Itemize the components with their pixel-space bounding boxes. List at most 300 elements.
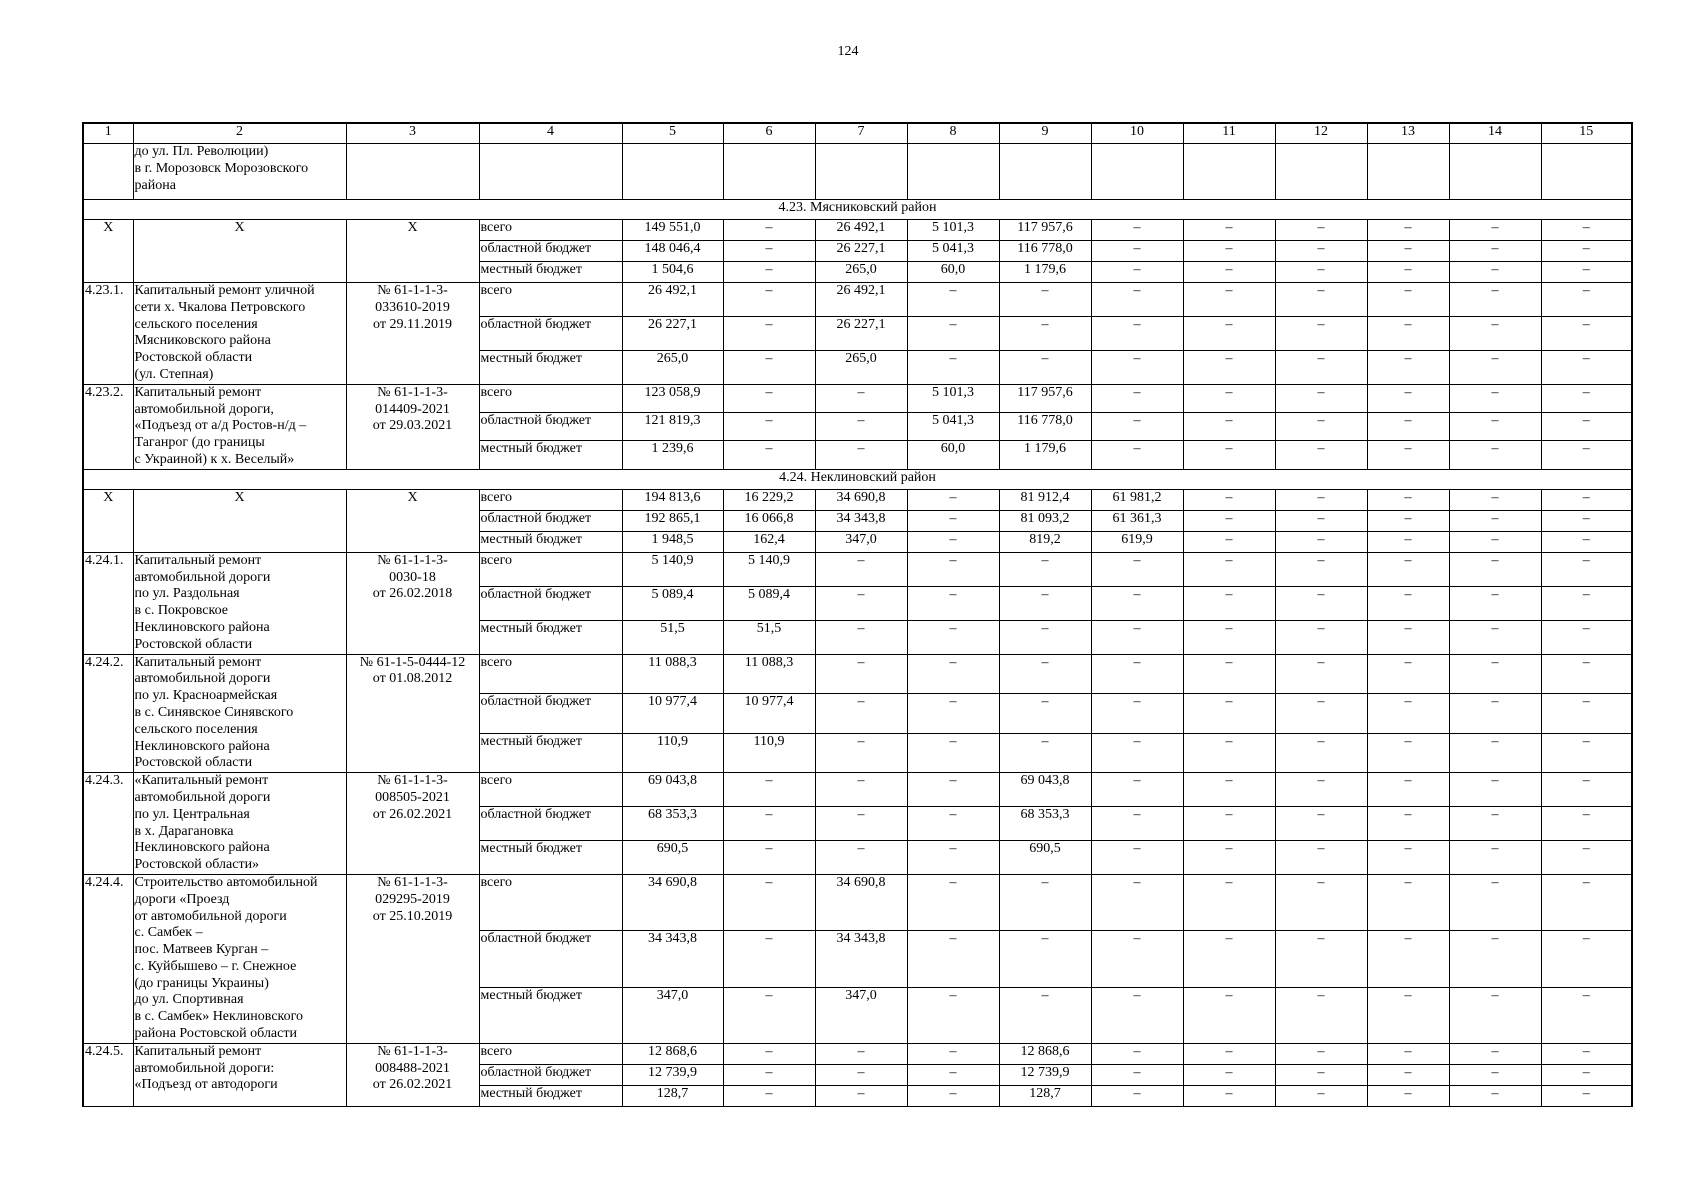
amount-cell: – [1091,987,1183,1043]
amount-cell: – [815,773,907,807]
amount-cell: – [1091,1043,1183,1064]
item-document: № 61-1-1-3- 008505-2021 от 26.02.2021 [346,773,479,875]
item-document: Х [346,489,479,552]
amount-cell: – [1275,220,1367,241]
amount-cell: – [1449,413,1541,441]
amount-cell: 34 690,8 [815,489,907,510]
amount-cell: – [1367,262,1449,283]
amount-cell: – [1091,694,1183,734]
amount-cell: – [1183,694,1275,734]
cell-empty [1183,144,1275,200]
item-code: 4.24.3. [83,773,133,875]
amount-cell: – [1541,552,1632,586]
amount-cell: – [1275,413,1367,441]
amount-cell: – [1541,283,1632,317]
item-name: Капитальный ремонт автомобильной дороги, «Подъезд от а/д Ростов-н/д – Таганрог (до границы с Украиной) к х. Веселый» [133,384,346,469]
amount-cell: 128,7 [622,1085,723,1106]
amount-cell: – [1275,733,1367,773]
amount-cell: – [723,840,815,874]
item-name: Капитальный ремонт автомобильной дороги по ул. Красноармейская в с. Синявское Синявского сельского поселения Неклиновского района Ростовской области [133,654,346,773]
amount-cell: 117 957,6 [999,384,1091,412]
cell-empty [346,144,479,200]
amount-cell: – [999,552,1091,586]
table-row [83,773,1632,807]
budget-source: всего [479,220,622,241]
amount-cell: – [1367,1085,1449,1106]
column-number: 14 [1449,123,1541,144]
amount-cell: – [907,840,999,874]
budget-table [82,122,1633,1107]
amount-cell: – [999,283,1091,317]
amount-cell: – [907,316,999,350]
budget-source: всего [479,489,622,510]
amount-cell: 5 140,9 [622,552,723,586]
amount-cell: – [1091,931,1183,987]
amount-cell: – [723,220,815,241]
item-code: 4.24.2. [83,654,133,773]
amount-cell: 61 361,3 [1091,510,1183,531]
amount-cell: – [1275,283,1367,317]
amount-cell: – [1367,987,1449,1043]
column-number: 7 [815,123,907,144]
cell-empty [907,144,999,200]
amount-cell: – [1367,413,1449,441]
amount-cell: – [1091,441,1183,469]
amount-cell: – [1091,807,1183,841]
amount-cell: – [907,489,999,510]
amount-cell: – [815,733,907,773]
amount-cell: – [1449,262,1541,283]
amount-cell: 26 227,1 [815,316,907,350]
amount-cell: 5 101,3 [907,384,999,412]
amount-cell: – [1275,586,1367,620]
amount-cell: – [1183,413,1275,441]
amount-cell: 12 868,6 [622,1043,723,1064]
amount-cell: – [1183,510,1275,531]
amount-cell: – [1449,1064,1541,1085]
item-document: № 61-1-1-3- 0030-18 от 26.02.2018 [346,552,479,654]
amount-cell: – [1367,733,1449,773]
amount-cell: – [1183,552,1275,586]
cell-empty [723,144,815,200]
amount-cell: – [1367,489,1449,510]
item-document: № 61-1-1-3- 029295-2019 от 25.10.2019 [346,874,479,1043]
amount-cell: – [999,931,1091,987]
amount-cell: 34 343,8 [815,931,907,987]
amount-cell: – [1541,1043,1632,1064]
budget-source: местный бюджет [479,441,622,469]
amount-cell: – [1275,441,1367,469]
item-document: № 61-1-1-3- 014409-2021 от 29.03.2021 [346,384,479,469]
amount-cell: – [1449,316,1541,350]
item-document: № 61-1-1-3- 008488-2021 от 26.02.2021 [346,1043,479,1106]
amount-cell: – [1541,840,1632,874]
amount-cell: – [1091,283,1183,317]
item-document: № 61-1-1-3- 033610-2019 от 29.11.2019 [346,283,479,385]
amount-cell: – [1367,531,1449,552]
amount-cell: – [1091,220,1183,241]
amount-cell: – [1449,489,1541,510]
budget-source: областной бюджет [479,586,622,620]
amount-cell: – [815,586,907,620]
amount-cell: – [907,586,999,620]
budget-source: всего [479,874,622,930]
amount-cell: – [1449,384,1541,412]
amount-cell: – [1183,586,1275,620]
amount-cell: – [1449,874,1541,930]
amount-cell: – [1367,510,1449,531]
table-row [83,654,1632,694]
amount-cell: 34 690,8 [622,874,723,930]
amount-cell: – [1091,241,1183,262]
amount-cell: – [1183,807,1275,841]
item-code: Х [83,220,133,283]
amount-cell: 81 912,4 [999,489,1091,510]
budget-source: областной бюджет [479,510,622,531]
amount-cell: – [1449,840,1541,874]
amount-cell: – [907,620,999,654]
amount-cell: – [1183,931,1275,987]
cell-empty [1541,144,1632,200]
amount-cell: – [815,654,907,694]
amount-cell: 61 981,2 [1091,489,1183,510]
amount-cell: – [723,413,815,441]
amount-cell: 149 551,0 [622,220,723,241]
amount-cell: 34 690,8 [815,874,907,930]
amount-cell: – [1275,874,1367,930]
amount-cell: – [1541,1085,1632,1106]
amount-cell: – [1275,316,1367,350]
column-number: 2 [133,123,346,144]
item-name: «Капитальный ремонт автомобильной дороги по ул. Центральная в х. Дарагановка Неклиновского района Ростовской области» [133,773,346,875]
amount-cell: – [999,654,1091,694]
column-number: 11 [1183,123,1275,144]
amount-cell: – [1275,807,1367,841]
amount-cell: – [815,1043,907,1064]
amount-cell: – [723,987,815,1043]
amount-cell: – [1091,840,1183,874]
budget-source: областной бюджет [479,931,622,987]
amount-cell: – [1091,620,1183,654]
amount-cell: 68 353,3 [622,807,723,841]
amount-cell: – [815,840,907,874]
amount-cell: 34 343,8 [815,510,907,531]
amount-cell: – [1275,1085,1367,1106]
amount-cell: – [1449,531,1541,552]
amount-cell: 26 227,1 [622,316,723,350]
budget-source: местный бюджет [479,350,622,384]
column-number-row [83,123,1632,144]
amount-cell: – [907,552,999,586]
amount-cell: – [1183,220,1275,241]
budget-source: местный бюджет [479,531,622,552]
amount-cell: – [723,1043,815,1064]
item-name: до ул. Пл. Революции) в г. Морозовск Морозовского района [133,144,346,200]
amount-cell: – [1275,552,1367,586]
amount-cell: – [1275,350,1367,384]
amount-cell: – [723,441,815,469]
amount-cell: – [999,987,1091,1043]
amount-cell: – [1541,807,1632,841]
cell-empty [479,144,622,200]
amount-cell: 5 041,3 [907,413,999,441]
column-number: 15 [1541,123,1632,144]
amount-cell: 81 093,2 [999,510,1091,531]
amount-cell: – [999,586,1091,620]
item-name: Капитальный ремонт автомобильной дороги: «Подъезд от автодороги [133,1043,346,1106]
amount-cell: 116 778,0 [999,413,1091,441]
item-name: Х [133,489,346,552]
budget-source: областной бюджет [479,316,622,350]
amount-cell: – [1183,773,1275,807]
amount-cell: – [1367,931,1449,987]
amount-cell: 5 101,3 [907,220,999,241]
amount-cell: – [1275,694,1367,734]
amount-cell: – [723,350,815,384]
column-number: 5 [622,123,723,144]
budget-source: областной бюджет [479,694,622,734]
section-title: 4.24. Неклиновский район [83,469,1632,489]
amount-cell: 5 041,3 [907,241,999,262]
amount-cell: – [1541,620,1632,654]
amount-cell: – [907,283,999,317]
amount-cell: – [1541,694,1632,734]
budget-source: местный бюджет [479,840,622,874]
amount-cell: – [907,654,999,694]
amount-cell: – [815,1085,907,1106]
amount-cell: 12 739,9 [622,1064,723,1085]
amount-cell: – [1183,1043,1275,1064]
amount-cell: 121 819,3 [622,413,723,441]
amount-cell: – [1449,1043,1541,1064]
item-code: 4.23.2. [83,384,133,469]
item-name: Капитальный ремонт автомобильной дороги по ул. Раздольная в с. Покровское Неклиновского района Ростовской области [133,552,346,654]
amount-cell: – [907,1064,999,1085]
amount-cell: – [1367,283,1449,317]
amount-cell: – [1541,316,1632,350]
amount-cell: 1 504,6 [622,262,723,283]
amount-cell: – [1541,384,1632,412]
amount-cell: – [1275,510,1367,531]
amount-cell: – [1183,733,1275,773]
budget-source: областной бюджет [479,1064,622,1085]
cell-empty [999,144,1091,200]
amount-cell: – [815,441,907,469]
amount-cell: 10 977,4 [622,694,723,734]
amount-cell: – [1275,931,1367,987]
amount-cell: – [1183,441,1275,469]
column-number: 4 [479,123,622,144]
amount-cell: 26 492,1 [815,220,907,241]
amount-cell: – [1367,773,1449,807]
amount-cell: 5 089,4 [723,586,815,620]
amount-cell: 26 492,1 [815,283,907,317]
amount-cell: – [1183,874,1275,930]
amount-cell: – [1541,733,1632,773]
amount-cell: 123 058,9 [622,384,723,412]
amount-cell: – [723,262,815,283]
amount-cell: – [1449,241,1541,262]
column-number: 9 [999,123,1091,144]
amount-cell: 347,0 [622,987,723,1043]
cell-empty [83,144,133,200]
amount-cell: – [1541,654,1632,694]
amount-cell: 194 813,6 [622,489,723,510]
amount-cell: – [1541,1064,1632,1085]
amount-cell: – [815,413,907,441]
amount-cell: – [1091,654,1183,694]
budget-source: областной бюджет [479,413,622,441]
table-row [83,552,1632,586]
amount-cell: 690,5 [622,840,723,874]
item-document: Х [346,220,479,283]
budget-source: всего [479,552,622,586]
amount-cell: 819,2 [999,531,1091,552]
amount-cell: – [907,510,999,531]
amount-cell: – [907,931,999,987]
amount-cell: – [1091,733,1183,773]
amount-cell: – [1367,586,1449,620]
amount-cell: – [1091,350,1183,384]
table-body [83,123,1632,1106]
amount-cell: – [1449,773,1541,807]
amount-cell: 60,0 [907,441,999,469]
amount-cell: – [1091,384,1183,412]
amount-cell: – [907,1043,999,1064]
amount-cell: 265,0 [815,350,907,384]
amount-cell: 128,7 [999,1085,1091,1106]
column-number: 12 [1275,123,1367,144]
amount-cell: – [1275,241,1367,262]
budget-source: всего [479,283,622,317]
amount-cell: – [907,874,999,930]
amount-cell: – [723,316,815,350]
table-row [83,874,1632,930]
amount-cell: 12 739,9 [999,1064,1091,1085]
budget-source: местный бюджет [479,733,622,773]
amount-cell: – [1275,1064,1367,1085]
amount-cell: – [1183,531,1275,552]
cell-empty [622,144,723,200]
amount-cell: 69 043,8 [999,773,1091,807]
amount-cell: – [1541,931,1632,987]
amount-cell: – [1275,1043,1367,1064]
amount-cell: – [1275,773,1367,807]
amount-cell: – [815,552,907,586]
budget-source: областной бюджет [479,241,622,262]
amount-cell: – [1183,384,1275,412]
amount-cell: – [1275,620,1367,654]
amount-cell: – [1449,807,1541,841]
amount-cell: – [1449,283,1541,317]
table-row [83,384,1632,412]
amount-cell: – [815,694,907,734]
amount-cell: – [723,807,815,841]
amount-cell: – [999,874,1091,930]
amount-cell: – [907,987,999,1043]
amount-cell: – [1367,552,1449,586]
cell-empty [1449,144,1541,200]
amount-cell: 110,9 [723,733,815,773]
amount-cell: – [1183,241,1275,262]
table-row [83,220,1632,241]
amount-cell: 10 977,4 [723,694,815,734]
amount-cell: 5 140,9 [723,552,815,586]
amount-cell: – [1449,733,1541,773]
amount-cell: – [999,620,1091,654]
item-code: 4.24.4. [83,874,133,1043]
amount-cell: – [1541,241,1632,262]
budget-source: всего [479,1043,622,1064]
amount-cell: – [999,733,1091,773]
amount-cell: – [1367,350,1449,384]
amount-cell: – [1183,350,1275,384]
amount-cell: – [1367,384,1449,412]
amount-cell: – [1449,586,1541,620]
amount-cell: 51,5 [723,620,815,654]
section-heading-row [83,469,1632,489]
amount-cell: 16 229,2 [723,489,815,510]
cell-empty [815,144,907,200]
continuation-row [83,144,1632,200]
amount-cell: – [999,316,1091,350]
amount-cell: 148 046,4 [622,241,723,262]
amount-cell: 26 492,1 [622,283,723,317]
amount-cell: – [1367,654,1449,694]
column-number: 10 [1091,123,1183,144]
budget-source: местный бюджет [479,262,622,283]
item-name: Строительство автомобильной дороги «Проезд от автомобильной дороги с. Самбек – пос. Матвеев Курган – с. Куйбышево – г. Снежное (до границы Украины) до ул. Спортивная в с. Самбек» Неклиновского района Ростовской области [133,874,346,1043]
amount-cell: – [1541,987,1632,1043]
amount-cell: – [1091,316,1183,350]
item-code: 4.23.1. [83,283,133,385]
amount-cell: – [815,620,907,654]
amount-cell: – [1275,987,1367,1043]
amount-cell: – [723,931,815,987]
amount-cell: 265,0 [815,262,907,283]
amount-cell: – [1367,874,1449,930]
amount-cell: – [1091,874,1183,930]
amount-cell: – [1183,1064,1275,1085]
amount-cell: 11 088,3 [723,654,815,694]
cell-empty [1367,144,1449,200]
amount-cell: – [1183,283,1275,317]
amount-cell: – [1091,552,1183,586]
amount-cell: – [1183,262,1275,283]
amount-cell: – [1367,220,1449,241]
budget-source: всего [479,654,622,694]
amount-cell: 116 778,0 [999,241,1091,262]
amount-cell: – [1367,807,1449,841]
amount-cell: – [1183,840,1275,874]
amount-cell: – [1275,654,1367,694]
amount-cell: 619,9 [1091,531,1183,552]
amount-cell: 347,0 [815,531,907,552]
amount-cell: – [815,384,907,412]
amount-cell: 1 948,5 [622,531,723,552]
amount-cell: – [1275,384,1367,412]
column-number: 1 [83,123,133,144]
amount-cell: – [1091,262,1183,283]
amount-cell: – [1449,654,1541,694]
budget-source: всего [479,384,622,412]
amount-cell: – [1449,510,1541,531]
amount-cell: – [1449,931,1541,987]
table-row [83,489,1632,510]
amount-cell: – [1367,316,1449,350]
amount-cell: – [815,1064,907,1085]
amount-cell: – [1183,1085,1275,1106]
